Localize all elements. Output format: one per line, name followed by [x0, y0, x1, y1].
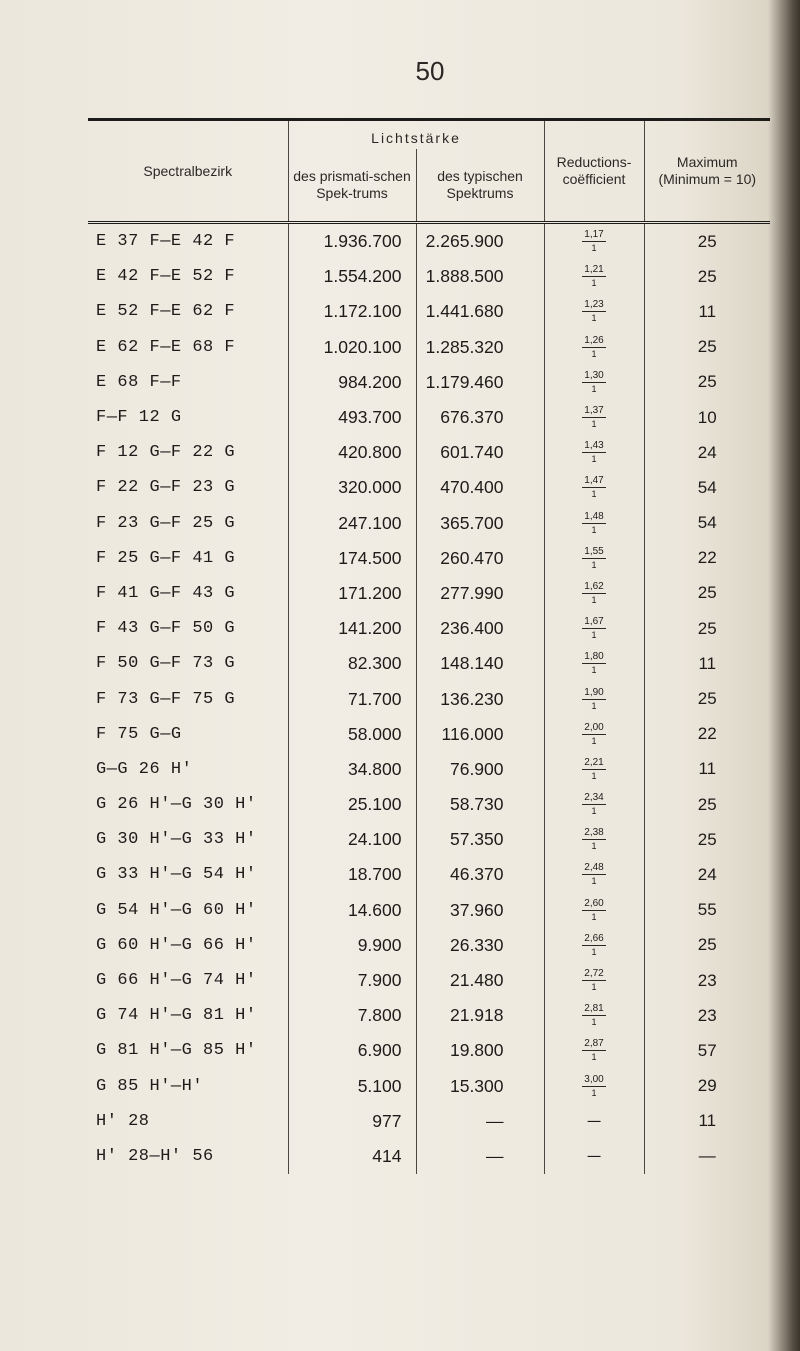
fraction-numerator: 1,47 [584, 475, 604, 487]
cell-spectral-region: G 26 H'—G 30 H' [96, 795, 257, 815]
cell-spectral-region: F 22 G—F 23 G [96, 478, 236, 498]
fraction-denominator: 1 [591, 524, 597, 535]
coefficient-fraction [582, 441, 605, 464]
cell-spectral-region: G 54 H'—G 60 H' [96, 900, 257, 920]
header-typical-spectrum: des typischen Spektrums [416, 149, 544, 223]
cell-reduction-coefficient [544, 223, 644, 260]
cell-spectral-region: F 23 G—F 25 G [96, 513, 236, 533]
cell-prismatic-intensity: 1.172.100 [288, 294, 416, 329]
cell-prismatic-intensity: 977 [288, 1104, 416, 1139]
cell-typical-intensity: 76.900 [416, 752, 544, 787]
cell-maximum: 55 [644, 893, 770, 928]
header-spectral-region: Spectralbezirk [88, 120, 288, 223]
coefficient-dash: — [586, 1146, 602, 1166]
cell-maximum: 25 [644, 681, 770, 716]
coefficient-fraction [582, 617, 605, 640]
cell-typical-intensity: 21.480 [416, 963, 544, 998]
cell-maximum: 25 [644, 928, 770, 963]
fraction-bar [582, 1086, 605, 1087]
cell-spectral-region: G 81 H'—G 85 H' [96, 1041, 257, 1061]
cell-reduction-coefficient [544, 998, 644, 1033]
table-row [88, 611, 770, 646]
table-row [88, 787, 770, 822]
cell-prismatic-intensity: 6.900 [288, 1033, 416, 1068]
cell-typical-intensity: 601.740 [416, 435, 544, 470]
cell-reduction-coefficient [544, 857, 644, 892]
fraction-bar [582, 839, 605, 840]
coefficient-fraction [582, 476, 605, 499]
cell-prismatic-intensity: 1.554.200 [288, 259, 416, 294]
cell-typical-intensity: 57.350 [416, 822, 544, 857]
coefficient-fraction [582, 300, 605, 323]
coefficient-fraction [582, 1075, 605, 1098]
table-row [88, 928, 770, 963]
cell-spectral-region: G 30 H'—G 33 H' [96, 830, 257, 850]
fraction-bar [582, 1015, 605, 1016]
fraction-numerator: 1,62 [584, 580, 604, 592]
fraction-numerator: 1,80 [584, 651, 604, 663]
table-row [88, 259, 770, 294]
fraction-bar [582, 699, 605, 700]
cell-prismatic-intensity: 420.800 [288, 435, 416, 470]
table-row [88, 752, 770, 787]
cell-spectral-region: F 41 G—F 43 G [96, 583, 236, 603]
cell-spectral-region: G 33 H'—G 54 H' [96, 865, 257, 885]
fraction-denominator: 1 [591, 348, 597, 359]
fraction-bar [582, 487, 605, 488]
fraction-denominator: 1 [591, 841, 597, 852]
coefficient-fraction [582, 230, 605, 253]
header-light-intensity: Lichtstärke [288, 120, 544, 150]
cell-maximum: 25 [644, 576, 770, 611]
cell-maximum: 25 [644, 787, 770, 822]
table-row [88, 506, 770, 541]
fraction-numerator: 2,60 [584, 897, 604, 909]
fraction-bar [582, 945, 605, 946]
table-row [88, 717, 770, 752]
table-row [88, 435, 770, 470]
coefficient-fraction [582, 1039, 605, 1062]
cell-typical-intensity: 116.000 [416, 717, 544, 752]
cell-reduction-coefficient [544, 1033, 644, 1068]
fraction-numerator: 1,17 [584, 229, 604, 241]
cell-prismatic-intensity: 141.200 [288, 611, 416, 646]
cell-spectral-region: F 73 G—F 75 G [96, 689, 236, 709]
table-row [88, 294, 770, 329]
cell-typical-intensity: — [416, 1104, 544, 1139]
coefficient-fraction [582, 899, 605, 922]
fraction-numerator: 2,72 [584, 968, 604, 980]
cell-maximum: 23 [644, 998, 770, 1033]
cell-spectral-region: F 75 G—G [96, 724, 182, 744]
fraction-bar [582, 311, 605, 312]
cell-spectral-region: G 60 H'—G 66 H' [96, 935, 257, 955]
cell-prismatic-intensity: 14.600 [288, 893, 416, 928]
table-row [88, 1033, 770, 1068]
cell-reduction-coefficient [544, 928, 644, 963]
coefficient-fraction [582, 758, 605, 781]
fraction-numerator: 1,30 [584, 369, 604, 381]
fraction-numerator: 1,21 [584, 264, 604, 276]
cell-maximum: 11 [644, 1104, 770, 1139]
cell-spectral-region: E 68 F—F [96, 372, 182, 392]
cell-reduction-coefficient [544, 717, 644, 752]
header-prismatic-spectrum: des prismati-schen Spek-trums [288, 149, 416, 223]
coefficient-fraction [582, 863, 605, 886]
cell-maximum: 25 [644, 330, 770, 365]
cell-reduction-coefficient [544, 576, 644, 611]
cell-maximum: 23 [644, 963, 770, 998]
fraction-denominator: 1 [591, 946, 597, 957]
fraction-bar [582, 663, 605, 664]
fraction-denominator: 1 [591, 419, 597, 430]
fraction-bar [582, 910, 605, 911]
fraction-denominator: 1 [591, 489, 597, 500]
cell-spectral-region: H' 28—H' 56 [96, 1146, 214, 1166]
cell-typical-intensity: 2.265.900 [416, 223, 544, 260]
fraction-denominator: 1 [591, 982, 597, 993]
fraction-numerator: 2,81 [584, 1003, 604, 1015]
fraction-denominator: 1 [591, 243, 597, 254]
cell-prismatic-intensity: 82.300 [288, 646, 416, 681]
fraction-bar [582, 382, 605, 383]
coefficient-dash: — [586, 1111, 602, 1131]
fraction-bar [582, 874, 605, 875]
cell-prismatic-intensity: 1.936.700 [288, 223, 416, 260]
coefficient-fraction [582, 582, 605, 605]
table-row [88, 857, 770, 892]
fraction-numerator: 1,23 [584, 299, 604, 311]
fraction-bar [582, 452, 605, 453]
fraction-denominator: 1 [591, 700, 597, 711]
cell-maximum: 29 [644, 1069, 770, 1104]
cell-reduction-coefficient [544, 646, 644, 681]
cell-maximum: 25 [644, 223, 770, 260]
fraction-numerator: 1,55 [584, 545, 604, 557]
cell-typical-intensity: 1.179.460 [416, 365, 544, 400]
cell-prismatic-intensity: 7.900 [288, 963, 416, 998]
fraction-bar [582, 241, 605, 242]
table-row [88, 1104, 770, 1139]
table-row [88, 681, 770, 716]
coefficient-fraction [582, 1004, 605, 1027]
cell-spectral-region: G 74 H'—G 81 H' [96, 1006, 257, 1026]
cell-spectral-region: F 25 G—F 41 G [96, 548, 236, 568]
cell-prismatic-intensity: 1.020.100 [288, 330, 416, 365]
header-maximum: Maximum (Minimum = 10) [644, 120, 770, 223]
cell-reduction-coefficient [544, 822, 644, 857]
fraction-numerator: 2,00 [584, 721, 604, 733]
table-row [88, 400, 770, 435]
fraction-denominator: 1 [591, 806, 597, 817]
cell-reduction-coefficient [544, 294, 644, 329]
cell-prismatic-intensity: 5.100 [288, 1069, 416, 1104]
coefficient-fraction [582, 969, 605, 992]
cell-maximum: 11 [644, 294, 770, 329]
cell-maximum: 25 [644, 259, 770, 294]
cell-maximum: 25 [644, 365, 770, 400]
cell-prismatic-intensity: 414 [288, 1139, 416, 1174]
cell-prismatic-intensity: 247.100 [288, 506, 416, 541]
cell-typical-intensity: 1.441.680 [416, 294, 544, 329]
fraction-numerator: 3,00 [584, 1073, 604, 1085]
fraction-bar [582, 593, 605, 594]
fraction-numerator: 2,87 [584, 1038, 604, 1050]
cell-reduction-coefficient [544, 681, 644, 716]
cell-reduction-coefficient [544, 365, 644, 400]
fraction-bar [582, 628, 605, 629]
fraction-numerator: 2,34 [584, 792, 604, 804]
cell-spectral-region: G 85 H'—H' [96, 1076, 204, 1096]
table-row [88, 998, 770, 1033]
fraction-numerator: 1,67 [584, 616, 604, 628]
coefficient-fraction [582, 547, 605, 570]
cell-spectral-region: F 43 G—F 50 G [96, 619, 236, 639]
fraction-denominator: 1 [591, 735, 597, 746]
fraction-numerator: 2,38 [584, 827, 604, 839]
cell-prismatic-intensity: 71.700 [288, 681, 416, 716]
coefficient-fraction [582, 406, 605, 429]
fraction-denominator: 1 [591, 665, 597, 676]
fraction-denominator: 1 [591, 383, 597, 394]
coefficient-fraction [582, 723, 605, 746]
cell-maximum: 25 [644, 611, 770, 646]
cell-typical-intensity: 19.800 [416, 1033, 544, 1068]
cell-maximum: 11 [644, 646, 770, 681]
cell-typical-intensity: 260.470 [416, 541, 544, 576]
fraction-bar [582, 980, 605, 981]
cell-reduction-coefficient [544, 752, 644, 787]
cell-prismatic-intensity: 320.000 [288, 470, 416, 505]
cell-typical-intensity: — [416, 1139, 544, 1174]
fraction-denominator: 1 [591, 911, 597, 922]
cell-spectral-region: E 42 F—E 52 F [96, 267, 236, 287]
cell-typical-intensity: 148.140 [416, 646, 544, 681]
fraction-bar [582, 523, 605, 524]
fraction-denominator: 1 [591, 594, 597, 605]
cell-typical-intensity: 46.370 [416, 857, 544, 892]
cell-maximum: 25 [644, 822, 770, 857]
cell-reduction-coefficient [544, 400, 644, 435]
fraction-bar [582, 558, 605, 559]
cell-maximum: 57 [644, 1033, 770, 1068]
table-row [88, 330, 770, 365]
fraction-denominator: 1 [591, 630, 597, 641]
cell-spectral-region: E 62 F—E 68 F [96, 337, 236, 357]
cell-spectral-region: F—F 12 G [96, 408, 182, 428]
cell-maximum: 10 [644, 400, 770, 435]
coefficient-fraction [582, 828, 605, 851]
cell-reduction-coefficient [544, 330, 644, 365]
fraction-bar [582, 769, 605, 770]
fraction-bar [582, 1050, 605, 1051]
cell-reduction-coefficient [544, 259, 644, 294]
coefficient-fraction [582, 371, 605, 394]
cell-spectral-region: G—G 26 H' [96, 759, 193, 779]
fraction-denominator: 1 [591, 1052, 597, 1063]
cell-prismatic-intensity: 171.200 [288, 576, 416, 611]
coefficient-fraction [582, 336, 605, 359]
cell-maximum: 54 [644, 470, 770, 505]
cell-maximum: 22 [644, 541, 770, 576]
cell-reduction-coefficient [544, 893, 644, 928]
cell-reduction-coefficient [544, 1139, 644, 1174]
cell-maximum: — [644, 1139, 770, 1174]
fraction-numerator: 1,90 [584, 686, 604, 698]
fraction-denominator: 1 [591, 559, 597, 570]
table-row [88, 1069, 770, 1104]
table-row [88, 822, 770, 857]
coefficient-fraction [582, 934, 605, 957]
cell-prismatic-intensity: 58.000 [288, 717, 416, 752]
cell-maximum: 24 [644, 857, 770, 892]
fraction-denominator: 1 [591, 1017, 597, 1028]
cell-maximum: 11 [644, 752, 770, 787]
table-row [88, 963, 770, 998]
cell-typical-intensity: 1.888.500 [416, 259, 544, 294]
spectral-intensity-table [88, 118, 770, 1174]
table-row [88, 646, 770, 681]
cell-reduction-coefficient [544, 1104, 644, 1139]
cell-typical-intensity: 236.400 [416, 611, 544, 646]
fraction-denominator: 1 [591, 313, 597, 324]
table-row [88, 365, 770, 400]
cell-typical-intensity: 21.918 [416, 998, 544, 1033]
cell-prismatic-intensity: 34.800 [288, 752, 416, 787]
cell-reduction-coefficient [544, 435, 644, 470]
fraction-bar [582, 347, 605, 348]
cell-spectral-region: H' 28 [96, 1111, 150, 1131]
fraction-denominator: 1 [591, 278, 597, 289]
cell-prismatic-intensity: 984.200 [288, 365, 416, 400]
cell-reduction-coefficient [544, 611, 644, 646]
cell-reduction-coefficient [544, 541, 644, 576]
coefficient-fraction [582, 512, 605, 535]
cell-typical-intensity: 1.285.320 [416, 330, 544, 365]
table-row [88, 893, 770, 928]
fraction-denominator: 1 [591, 454, 597, 465]
cell-reduction-coefficient [544, 470, 644, 505]
coefficient-fraction [582, 793, 605, 816]
cell-spectral-region: G 66 H'—G 74 H' [96, 971, 257, 991]
fraction-numerator: 2,48 [584, 862, 604, 874]
table-row [88, 470, 770, 505]
table-body [88, 223, 770, 1175]
page-number: 50 [415, 56, 445, 86]
cell-typical-intensity: 15.300 [416, 1069, 544, 1104]
cell-typical-intensity: 37.960 [416, 893, 544, 928]
cell-typical-intensity: 277.990 [416, 576, 544, 611]
cell-prismatic-intensity: 7.800 [288, 998, 416, 1033]
cell-spectral-region: F 50 G—F 73 G [96, 654, 236, 674]
fraction-numerator: 2,66 [584, 932, 604, 944]
fraction-denominator: 1 [591, 770, 597, 781]
fraction-denominator: 1 [591, 876, 597, 887]
cell-typical-intensity: 676.370 [416, 400, 544, 435]
cell-typical-intensity: 58.730 [416, 787, 544, 822]
cell-prismatic-intensity: 9.900 [288, 928, 416, 963]
table-row [88, 576, 770, 611]
cell-reduction-coefficient [544, 506, 644, 541]
cell-prismatic-intensity: 25.100 [288, 787, 416, 822]
fraction-bar [582, 804, 605, 805]
fraction-numerator: 1,26 [584, 334, 604, 346]
coefficient-fraction [582, 265, 605, 288]
fraction-bar [582, 734, 605, 735]
cell-typical-intensity: 26.330 [416, 928, 544, 963]
cell-typical-intensity: 470.400 [416, 470, 544, 505]
cell-typical-intensity: 365.700 [416, 506, 544, 541]
header-reduction-coefficient: Reductions-coëfficient [544, 120, 644, 223]
fraction-denominator: 1 [591, 1087, 597, 1098]
fraction-numerator: 1,43 [584, 440, 604, 452]
coefficient-fraction [582, 688, 605, 711]
fraction-numerator: 2,21 [584, 756, 604, 768]
cell-spectral-region: E 37 F—E 42 F [96, 232, 236, 252]
cell-typical-intensity: 136.230 [416, 681, 544, 716]
cell-spectral-region: E 52 F—E 62 F [96, 302, 236, 322]
cell-spectral-region: F 12 G—F 22 G [96, 443, 236, 463]
cell-maximum: 24 [644, 435, 770, 470]
fraction-numerator: 1,37 [584, 405, 604, 417]
fraction-numerator: 1,48 [584, 510, 604, 522]
cell-prismatic-intensity: 493.700 [288, 400, 416, 435]
fraction-bar [582, 417, 605, 418]
fraction-bar [582, 276, 605, 277]
cell-prismatic-intensity: 18.700 [288, 857, 416, 892]
cell-prismatic-intensity: 174.500 [288, 541, 416, 576]
cell-reduction-coefficient [544, 1069, 644, 1104]
cell-maximum: 54 [644, 506, 770, 541]
cell-reduction-coefficient [544, 963, 644, 998]
cell-maximum: 22 [644, 717, 770, 752]
coefficient-fraction [582, 652, 605, 675]
cell-prismatic-intensity: 24.100 [288, 822, 416, 857]
cell-reduction-coefficient [544, 787, 644, 822]
table-row [88, 1139, 770, 1174]
table-row [88, 223, 770, 260]
table-row [88, 541, 770, 576]
